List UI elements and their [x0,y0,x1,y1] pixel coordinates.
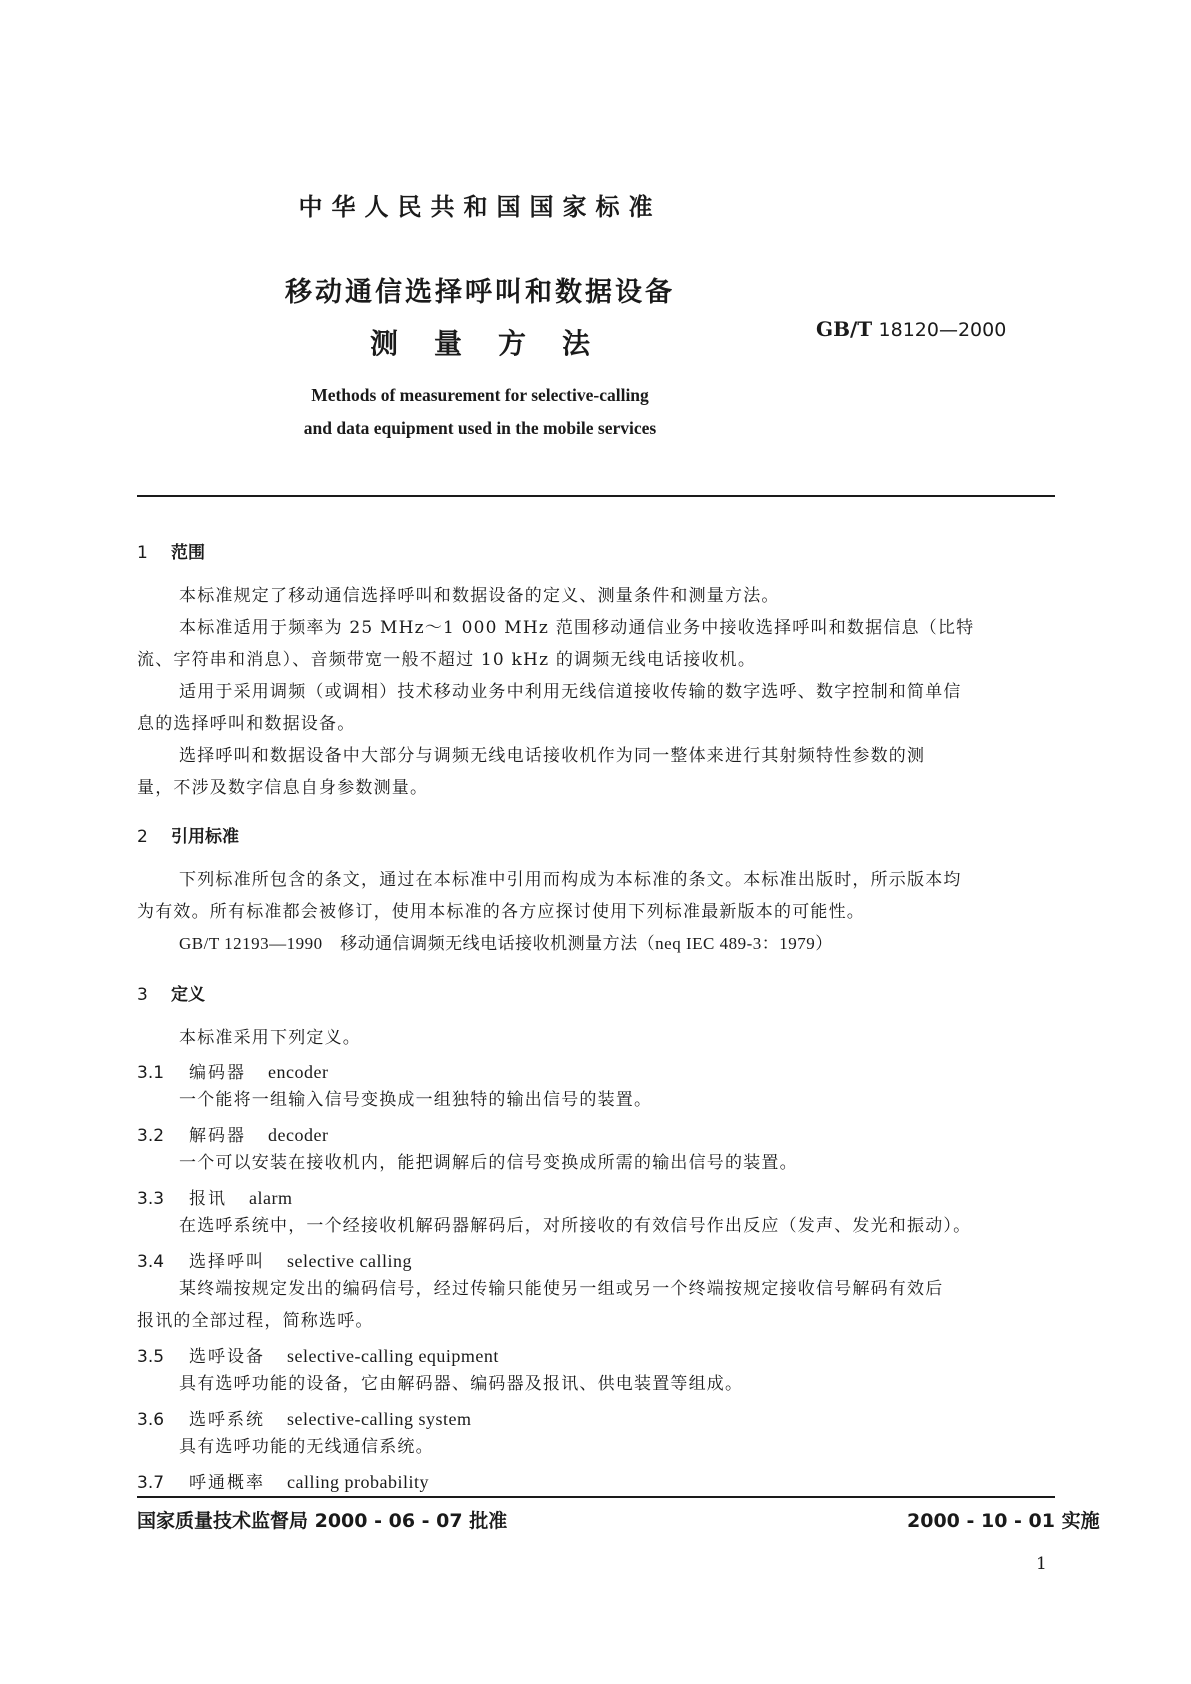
standard-code [816,317,1006,341]
definition-term-en: calling probability [287,1472,429,1492]
national-standard-title: 中华人民共和国国家标准 [298,193,662,221]
paragraph: 本标准规定了移动通信选择呼叫和数据设备的定义、测量条件和测量方法。 [179,586,780,606]
definition-3-4 [137,1247,412,1272]
paragraph: 息的选择呼叫和数据设备。 [137,714,356,734]
paragraph: 本标准采用下列定义。 [179,1028,361,1048]
definition-text: 报讯的全部过程，简称选呼。 [137,1311,374,1331]
section-title: 引用标准 [171,827,239,847]
definition-number: 3.2 [137,1126,165,1146]
standard-prefix: GB/T [816,317,873,341]
section-number: 3 [137,985,148,1005]
page-number: 1 [1036,1554,1047,1574]
definition-text: 具有选呼功能的无线通信系统。 [179,1437,434,1457]
definition-term-en: selective-calling system [287,1409,472,1429]
definition-term-zh: 选呼系统 [189,1410,265,1430]
section-number: 1 [137,543,148,563]
standard-number: 18120—2000 [878,319,1007,341]
paragraph: 流、字符串和消息）、音频带宽一般不超过 10 kHz 的调频无线电话接收机。 [137,650,757,670]
title-zh-line1: 移动通信选择呼叫和数据设备 [285,277,675,308]
definition-number: 3.3 [137,1189,165,1209]
definition-3-6 [137,1405,471,1430]
paragraph: 量，不涉及数字信息自身参数测量。 [137,778,429,798]
definition-term-zh: 选呼设备 [189,1347,265,1367]
definition-3-1 [137,1058,328,1083]
definition-number: 3.7 [137,1473,165,1493]
approval-line: 国家质量技术监督局 2000 - 06 - 07 批准 [137,1510,508,1532]
paragraph: 下列标准所包含的条文，通过在本标准中引用而构成为本标准的条文。本标准出版时，所示版本均 [179,870,962,890]
title-en-line2: and data equipment used in the mobile services [303,418,657,438]
definition-number: 3.5 [137,1347,165,1367]
section-title: 定义 [171,985,205,1005]
definition-term-zh: 呼通概率 [189,1473,265,1493]
paragraph: 为有效。所有标准都会被修订，使用本标准的各方应探讨使用下列标准最新版本的可能性。 [137,902,865,922]
definition-term-en: encoder [268,1062,329,1082]
section-3-heading [137,980,205,1005]
definition-text: 具有选呼功能的设备，它由解码器、编码器及报讯、供电装置等组成。 [179,1374,744,1394]
section-2-heading [137,822,239,847]
definition-3-3 [137,1184,292,1209]
paragraph: 适用于采用调频（或调相）技术移动业务中利用无线信道接收传输的数字选呼、数字控制和简单信 [179,682,962,702]
header-divider [137,495,1055,497]
definition-text: 一个能将一组输入信号变换成一组独特的输出信号的装置。 [179,1090,653,1110]
definition-number: 3.6 [137,1410,165,1430]
section-number: 2 [137,827,148,847]
definition-number: 3.1 [137,1063,165,1083]
effective-date: 2000 - 10 - 01 实施 [907,1510,1100,1532]
definition-3-5 [137,1342,499,1367]
definition-text: 在选呼系统中，一个经接收机解码器解码后，对所接收的有效信号作出反应（发声、发光和振动）。 [179,1216,972,1236]
definition-term-en: selective calling [287,1251,412,1271]
definition-3-7 [137,1468,429,1493]
definition-term-zh: 选择呼叫 [189,1252,265,1272]
definition-term-en: alarm [249,1188,293,1208]
section-title: 范围 [171,543,205,563]
title-en-line1: Methods of measurement for selective-calling [311,385,649,405]
definition-text: 某终端按规定发出的编码信号，经过传输只能使另一组或另一个终端按规定接收信号解码有效后 [179,1279,944,1299]
definition-term-zh: 编码器 [189,1063,246,1083]
paragraph: 本标准适用于频率为 25 MHz～1 000 MHz 范围移动通信业务中接收选择呼叫和数据信息（比特 [179,618,975,638]
title-zh-line2: 测量方法 [369,327,626,360]
definition-term-zh: 解码器 [189,1126,246,1146]
definition-3-2 [137,1121,328,1146]
section-1-heading [137,538,205,563]
paragraph: 选择呼叫和数据设备中大部分与调频无线电话接收机作为同一整体来进行其射频特性参数的测 [179,746,926,766]
definition-term-en: selective-calling equipment [287,1346,499,1366]
definition-term-en: decoder [268,1125,329,1145]
referenced-standard: GB/T 12193—1990 移动通信调频无线电话接收机测量方法（neq IEC 489-3：1979） [179,934,833,953]
definition-number: 3.4 [137,1252,165,1272]
definition-term-zh: 报讯 [189,1189,227,1209]
definition-text: 一个可以安装在接收机内，能把调解后的信号变换成所需的输出信号的装置。 [179,1153,798,1173]
footer-divider [137,1496,1055,1498]
